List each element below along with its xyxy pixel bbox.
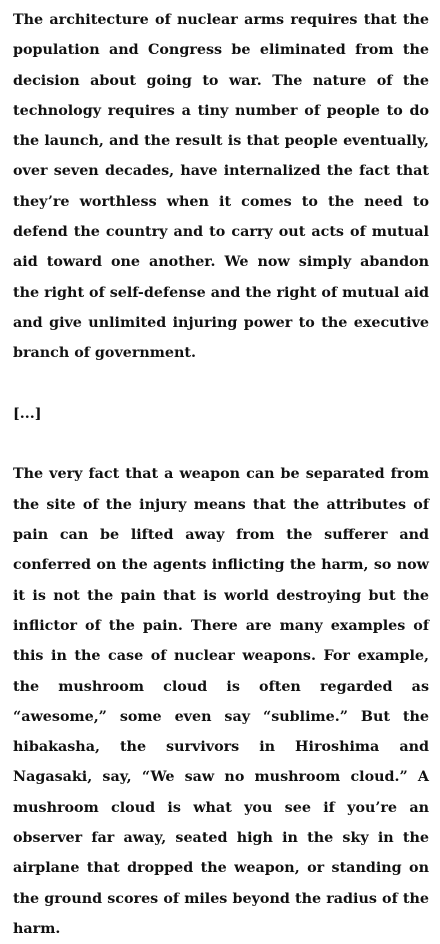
ellipsis-marker: [...] [13,405,42,422]
paragraph-nuclear-architecture: The architecture of nuclear arms requires that the population and Congress be eliminated from the decision about going to war. The nature of the technology requires a tiny number of people to do the launch, and the result is that people eventually, over seven decades, have internalized the fact that they’re worthless when it comes to the need to defend the country and to carry out acts of mutual aid toward one another. We now simply abandon the right of self-defense and the right of mutual aid and give unlimited injuring power to the executive branch of government. [13,12,429,362]
paragraph-weapon-separation: The very fact that a weapon can be separated from the site of the injury means that the attributes of pain can be lifted away from the sufferer and conferred on the agents inflicting the harm, so now it is not the pain that is world destroying but the inflictor of the pain. There are many examples of this in the case of nuclear weapons. For example, the mushroom cloud is often regarded as “awesome,” some even say “sublime.” But the hibakasha, the survivors in Hiroshima and Nagasaki, say, “We saw no mushroom cloud.” A mushroom cloud is what you see if you’re an observer far away, seated high in the sky in the airplane that dropped the weapon, or standing on the ground scores of miles beyond the radius of the harm. [13,466,429,937]
